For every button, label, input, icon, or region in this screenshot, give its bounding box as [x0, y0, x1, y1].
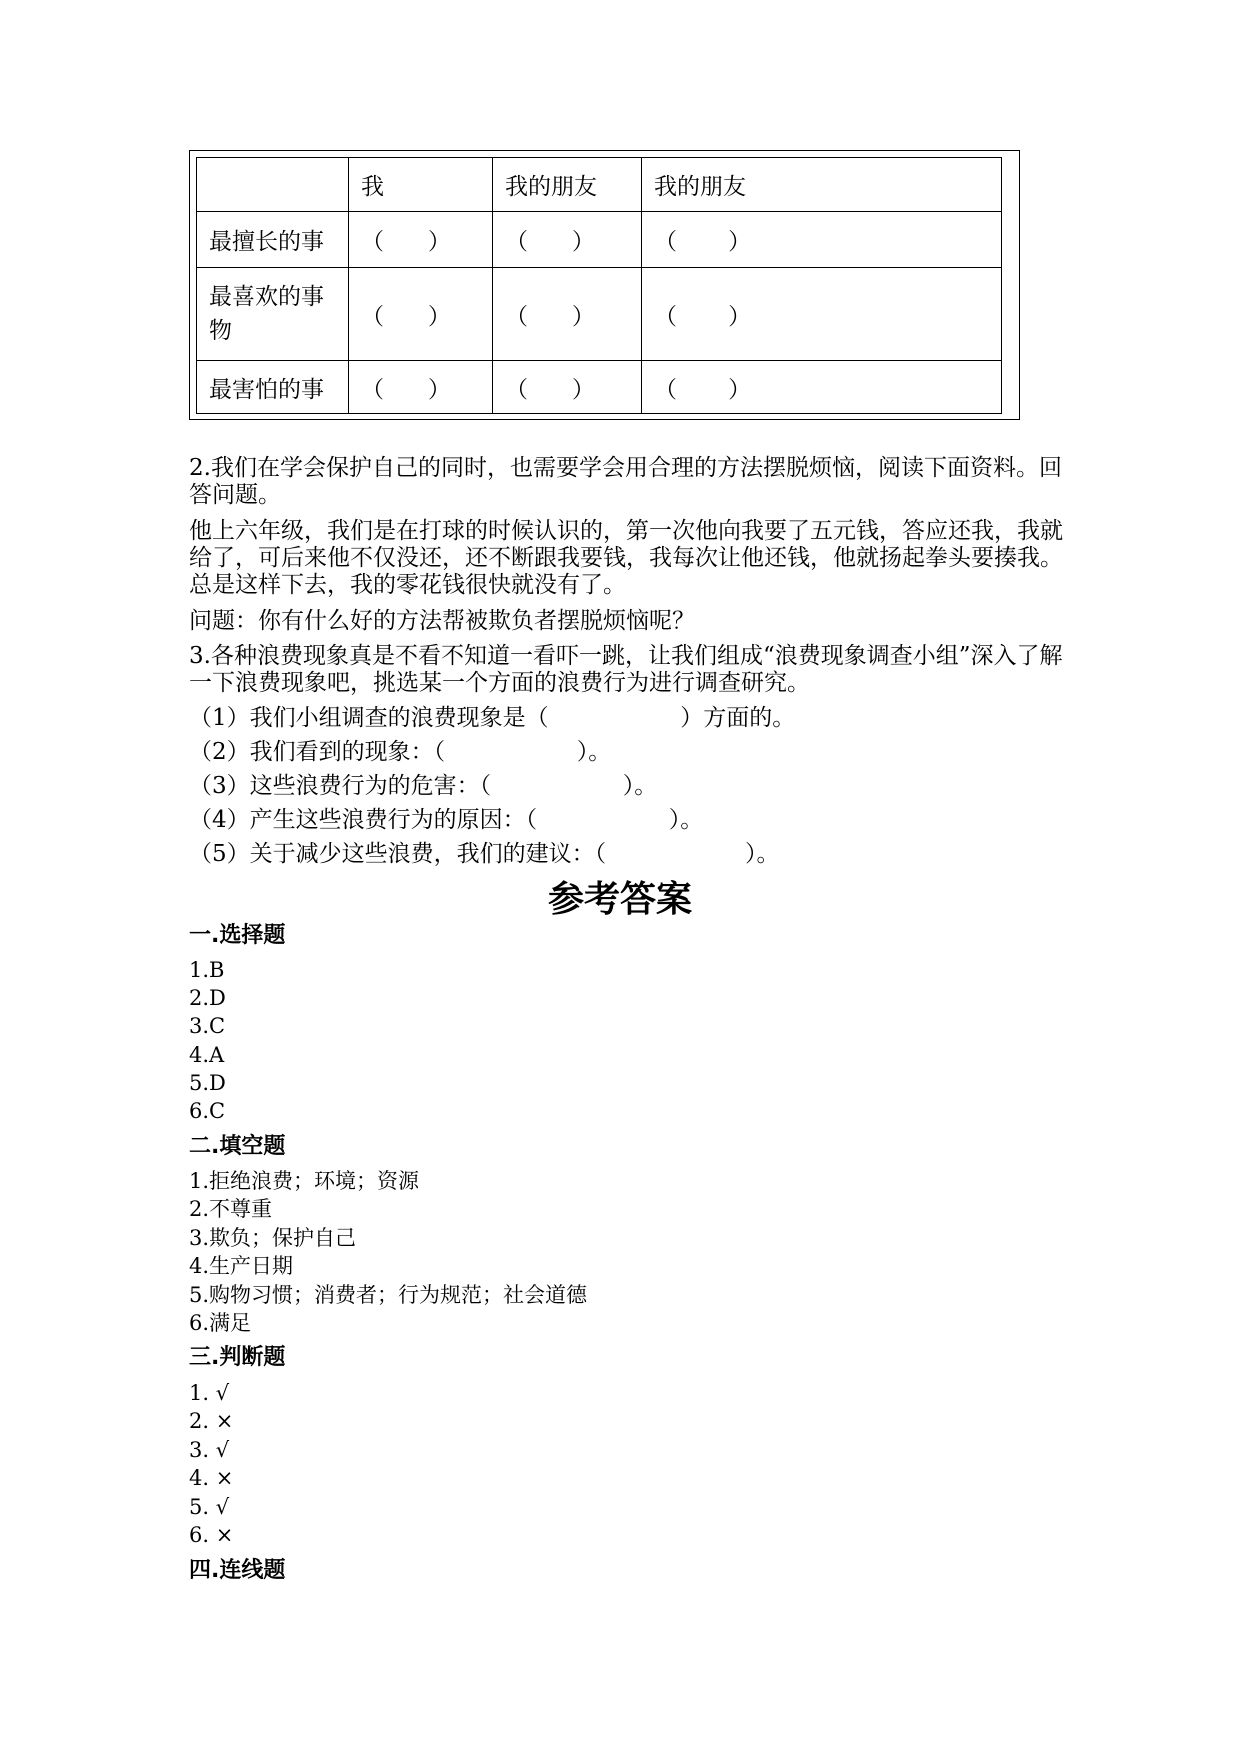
q3-item: （5）关于减少这些浪费，我们的建议：（ ）。	[189, 841, 780, 867]
answer-blank[interactable]: （ ）	[493, 212, 642, 268]
q3-item: （2）我们看到的现象：（ ）。	[189, 739, 612, 765]
answer-blank[interactable]: （ ）	[642, 268, 1002, 361]
q3-intro: 3.各种浪费现象真是不看不知道一看吓一跳，让我们组成“浪费现象调查小组”深入了解一下浪费现象吧，挑选某一个方面的浪费行为进行调查研究。	[189, 643, 1063, 696]
answer-blank[interactable]: （ ）	[349, 268, 493, 361]
row-label: 最害怕的事	[197, 361, 349, 414]
answer-item: 2.D	[189, 986, 226, 1010]
answer-item: 3.欺负；保护自己	[189, 1226, 357, 1250]
section-heading: 一.选择题	[189, 923, 286, 948]
answer-item: 4. ×	[189, 1466, 234, 1490]
answer-blank[interactable]: （ ）	[642, 361, 1002, 414]
answer-item: 5.D	[189, 1071, 226, 1095]
answer-item: 4.生产日期	[189, 1254, 294, 1278]
table-row	[197, 268, 1002, 361]
answer-item: 6. ×	[189, 1523, 234, 1547]
answer-blank[interactable]: （ ）	[493, 361, 642, 414]
answer-item: 6.满足	[189, 1311, 252, 1335]
answer-blank[interactable]: （ ）	[349, 361, 493, 414]
answer-item: 1.B	[189, 958, 225, 982]
section-heading: 三.判断题	[189, 1345, 286, 1370]
answer-item: 2. ×	[189, 1409, 234, 1433]
section-heading: 四.连线题	[189, 1558, 286, 1583]
table-header-cell: 我的朋友	[642, 158, 1002, 212]
q2-story: 他上六年级，我们是在打球的时候认识的，第一次他向我要了五元钱，答应还我，我就给了，可后来他不仅没还，还不断跟我要钱，我每次让他还钱，他就扬起拳头要揍我。总是这样下去，我的零花钱很快就没有了。	[189, 518, 1063, 598]
answer-item: 1. √	[189, 1381, 230, 1405]
answer-item: 2.不尊重	[189, 1197, 273, 1221]
answer-key-title: 参考答案	[547, 879, 692, 920]
table-header-cell: 我	[349, 158, 493, 212]
q3-item: （1）我们小组调查的浪费现象是（ ）方面的。	[189, 705, 796, 731]
row-label: 最擅长的事	[197, 212, 349, 268]
table-row	[197, 212, 1002, 268]
row-label: 最喜欢的事物	[197, 268, 349, 361]
q2-question: 问题：你有什么好的方法帮被欺负者摆脱烦恼呢？	[189, 608, 695, 634]
survey-table	[196, 157, 1002, 414]
answer-item: 6.C	[189, 1099, 226, 1123]
answer-item: 1.拒绝浪费；环境；资源	[189, 1169, 420, 1193]
q2-intro: 2.我们在学会保护自己的同时，也需要学会用合理的方法摆脱烦恼，阅读下面资料。回答问题。	[189, 455, 1062, 508]
answer-item: 3.C	[189, 1014, 226, 1038]
answer-item: 5. √	[189, 1495, 230, 1519]
answer-blank[interactable]: （ ）	[642, 212, 1002, 268]
table-header-row	[197, 158, 1002, 212]
answer-item: 3. √	[189, 1438, 230, 1462]
q3-item: （3）这些浪费行为的危害：（ ）。	[189, 773, 658, 799]
answer-blank[interactable]: （ ）	[493, 268, 642, 361]
table-header-cell: 我的朋友	[493, 158, 642, 212]
answer-item: 5.购物习惯；消费者；行为规范；社会道德	[189, 1283, 588, 1307]
table-header-cell	[197, 158, 349, 212]
q3-item: （4）产生这些浪费行为的原因：（ ）。	[189, 807, 704, 833]
answer-blank[interactable]: （ ）	[349, 212, 493, 268]
table-row	[197, 361, 1002, 414]
answer-item: 4.A	[189, 1043, 225, 1067]
section-heading: 二.填空题	[189, 1134, 286, 1159]
